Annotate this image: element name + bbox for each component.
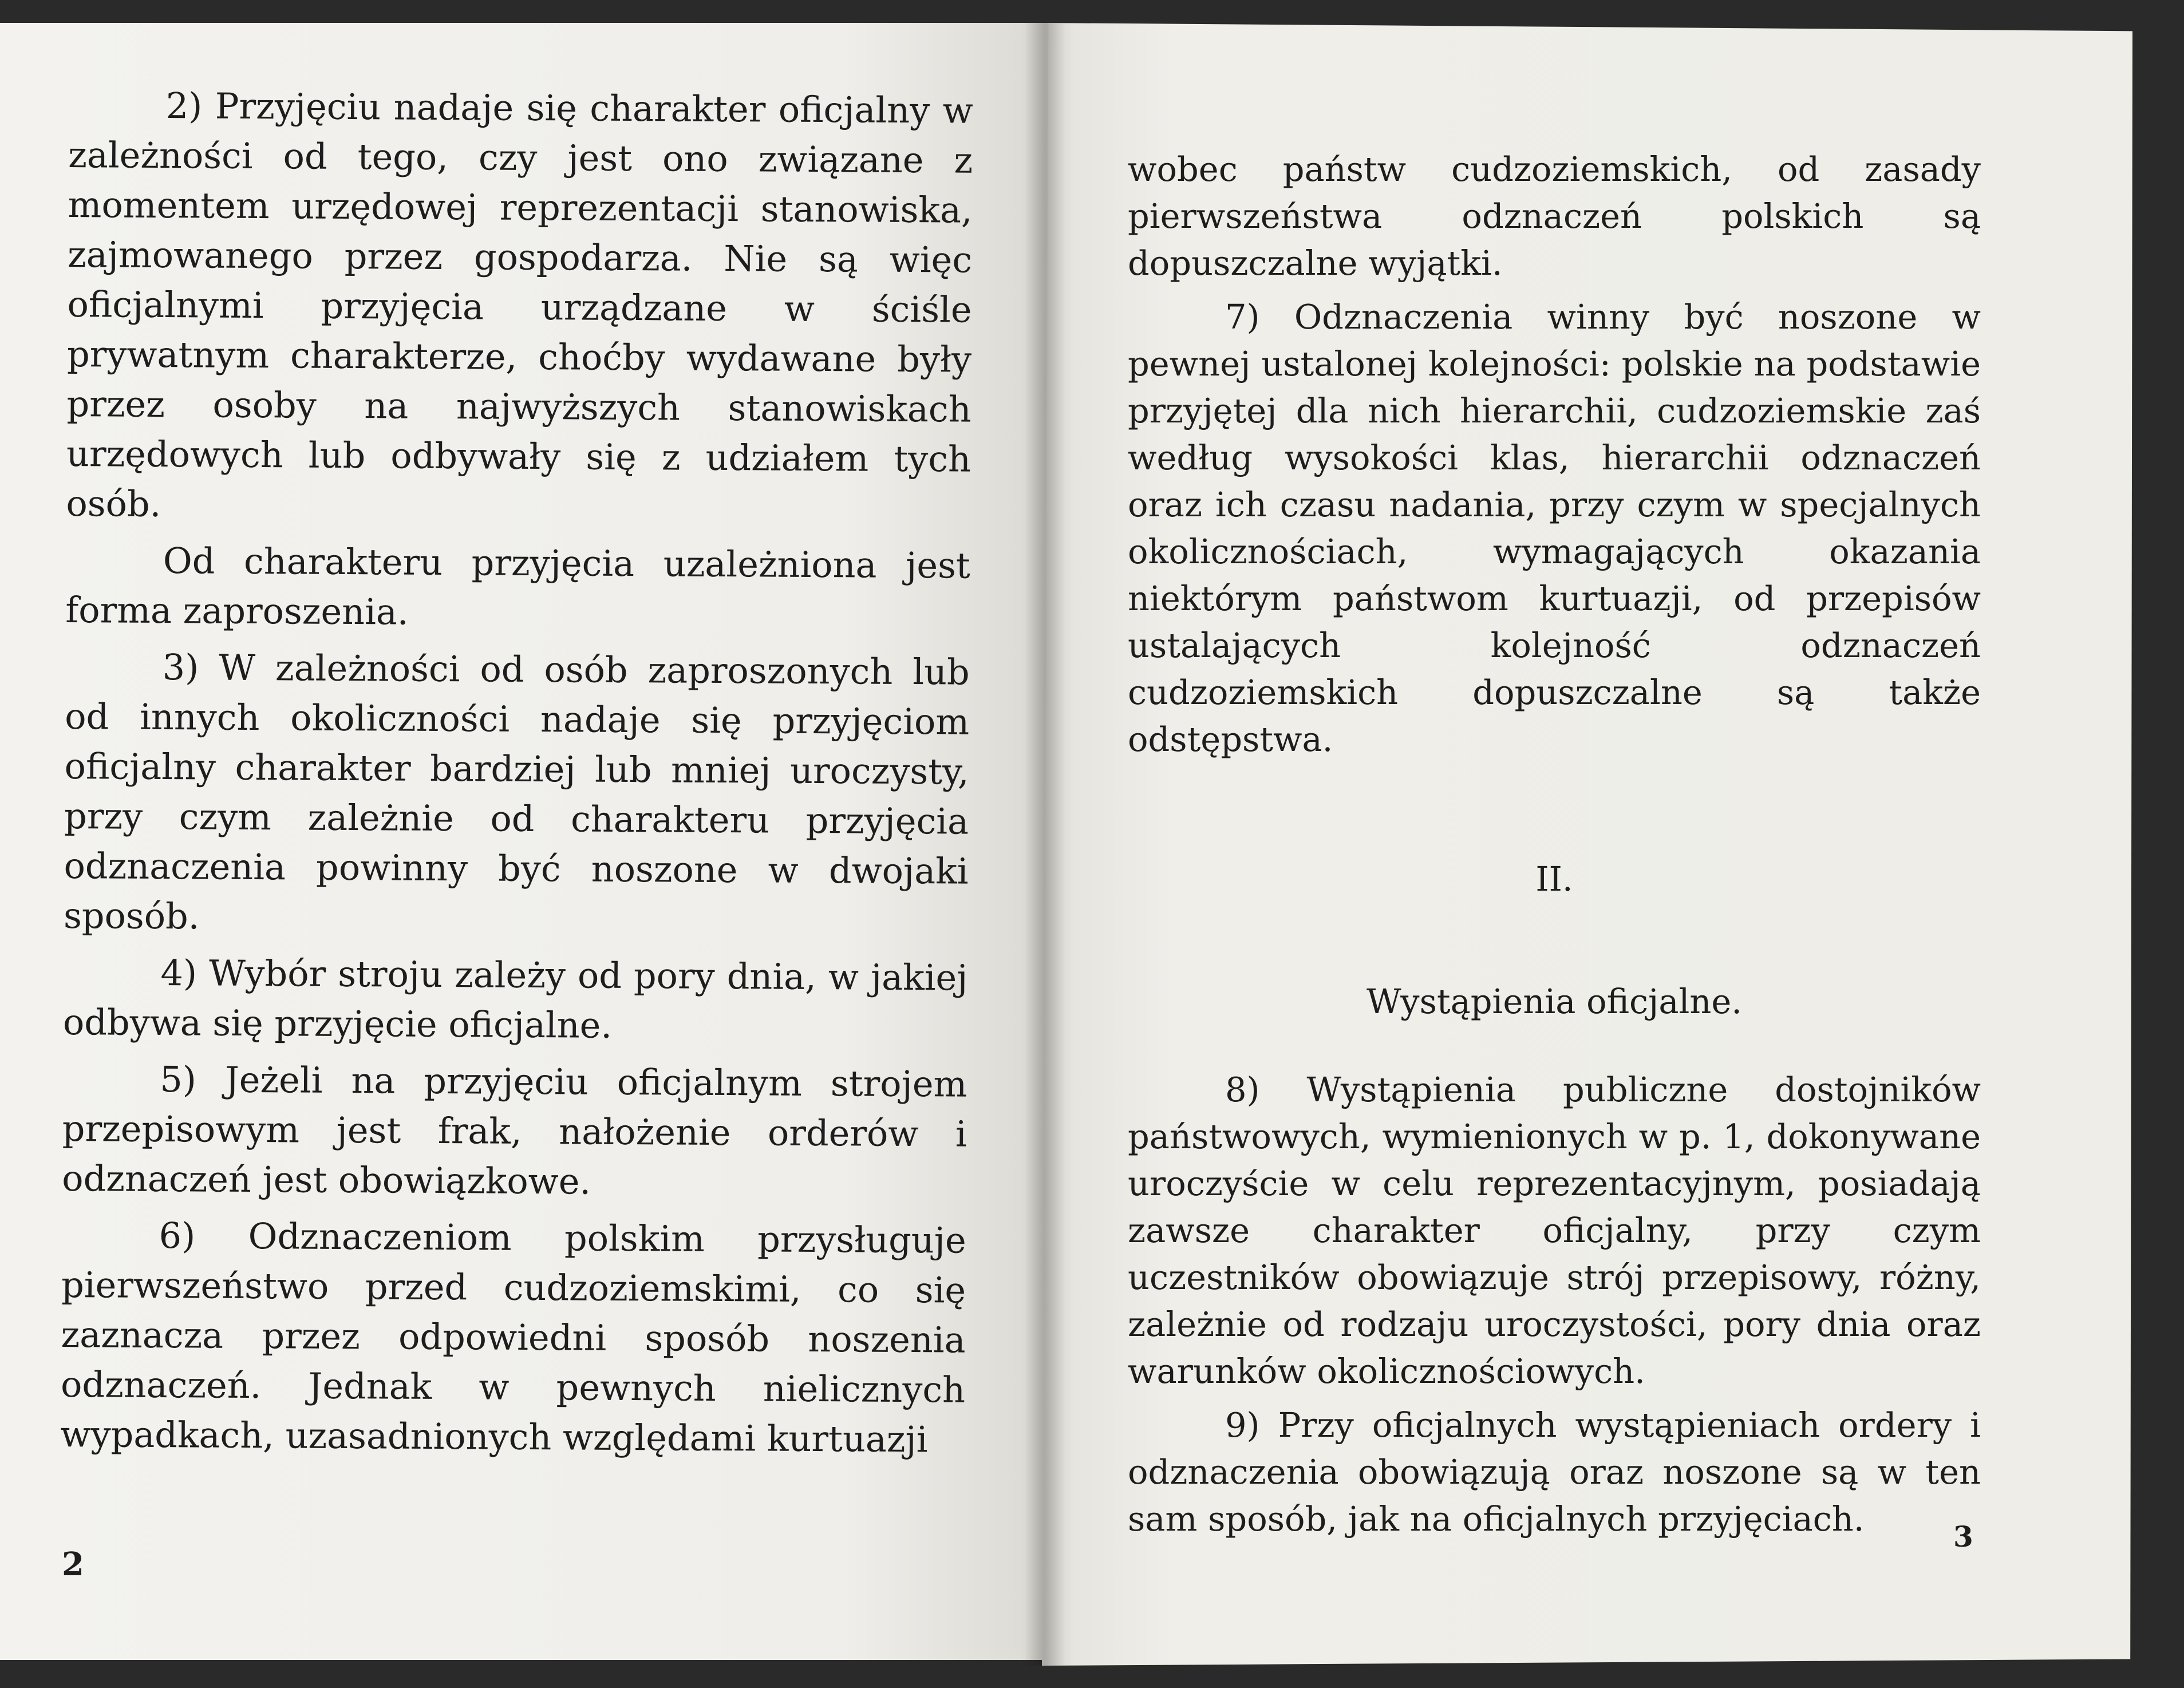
paragraph-3: 3) W zależności od osób zaproszonych lub od innych okoliczności nadaje się przyjęciom oficjalny charakter bardziej lub mniej uroczysty, przy czym zależnie od charakteru przyjęcia odznaczenia powinny być noszone w dwojaki sposób. bbox=[63, 646, 970, 938]
page-number-right: 3 bbox=[1953, 1520, 1973, 1553]
section-number: II. bbox=[1535, 859, 1573, 899]
section-title: Wystąpienia oficjalne. bbox=[1366, 982, 1743, 1021]
paragraph-5: 5) Jeżeli na przyjęciu oficjalnym strojem przepisowym jest frak, nałożenie orderów i odznaczeń jest obowiązkowe. bbox=[62, 1058, 967, 1203]
paragraph-form: Od charakteru przyjęcia uzależniona jest forma zaproszenia. bbox=[65, 540, 971, 633]
paragraph-6: 6) Odznaczeniom polskim przysługuje pierwszeństwo przed cudzoziemskimi, co się zaznacza przez odpowiedni sposób noszenia odznaczeń. Jednak w pewnych nielicznych wypadkach, uzasadnionych względami kurtuazji bbox=[60, 1215, 966, 1461]
paragraph-8: 8) Wystąpienia publiczne dostojników państwowych, wymienionych w p. 1, dokonywane uroczyście w celu reprezentacyjnym, posiadają zawsze charakter oficjalny, przy czym uczestników obowiązuje strój przepisowy, różny, zależnie od rodzaju uroczystości, pory dnia oraz warunków okolicznościowych. bbox=[1128, 1070, 1981, 1391]
page-number-left: 2 bbox=[62, 1545, 84, 1583]
paragraph-7: 7) Odznaczenia winny być noszone w pewnej ustalonej kolejności: polskie na podstawie przyjętej dla nich hierarchii, cudzoziemskie zaś według wysokości klas, hierarchii odznaczeń oraz ich czasu nadania, przy czym w specjalnych okolicznościach, wymagających okazania niektórym państwom kurtuazji, od przepisów ustalających kolejność odznaczeń cudzoziemskich dopuszczalne są także odstępstwa. bbox=[1128, 297, 1981, 759]
book-gutter bbox=[1025, 23, 1065, 1666]
left-page-text bbox=[60, 80, 973, 1472]
paragraph-2: 2) Przyjęciu nadaje się charakter oficjalny w zależności od tego, czy jest ono związane z momentem urzędowej reprezentacji stanowiska, zajmowanego przez gospodarza. Nie są więc oficjalnymi przyjęcia urządzane w ściśle prywatnym charakterze, choćby wydawane były przez osoby na najwyższych stanowiskach urzędowych lub odbywały się z udziałem tych osób. bbox=[66, 85, 973, 525]
right-page-text bbox=[1128, 146, 1981, 1549]
paragraph-9: 9) Przy oficjalnych wystąpieniach ordery i odznaczenia obowiązują oraz noszone są w ten sam sposób, jak na oficjalnych przyjęciach. bbox=[1128, 1405, 1981, 1539]
paragraph-4: 4) Wybór stroju zależy od pory dnia, w jakiej odbywa się przyjęcie oficjalne. bbox=[62, 952, 968, 1046]
paragraph-6-continuation: wobec państw cudzoziemskich, od zasady pierwszeństwa odznaczeń polskich są dopuszczalne wyjątki. bbox=[1128, 149, 1981, 283]
